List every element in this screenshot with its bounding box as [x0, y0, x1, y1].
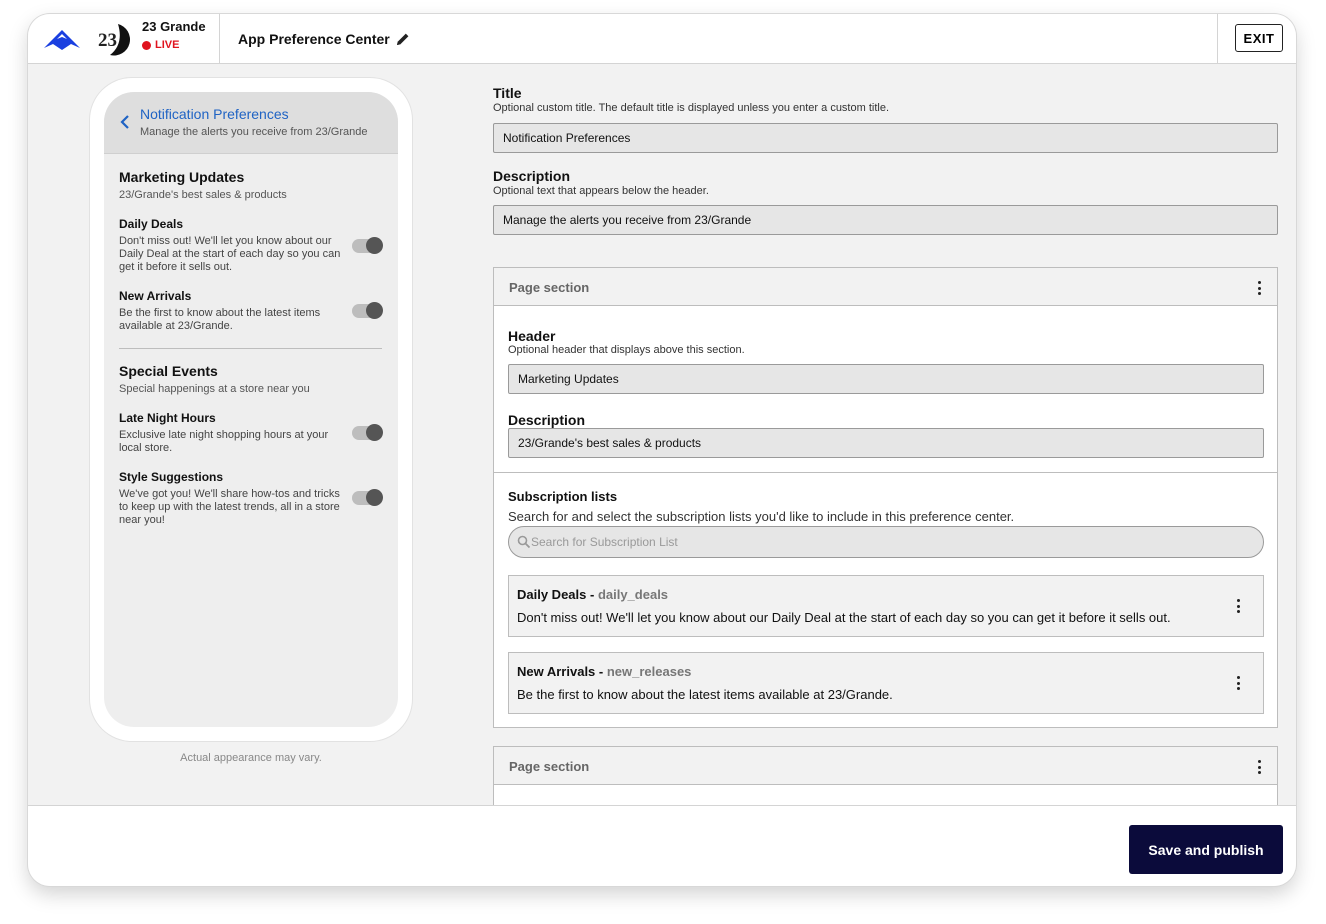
live-status: [142, 39, 179, 51]
save-and-publish-button[interactable]: Save and publish: [1129, 825, 1283, 874]
daily-deals-toggle[interactable]: [352, 239, 382, 253]
chevron-left-icon[interactable]: [120, 114, 130, 130]
list-item-desc: Don't miss out! We'll let you know about our Daily Deal at the start of each day so you can get it before it sells out.: [517, 610, 1171, 625]
preview-item-desc: Be the first to know about the latest items available at 23/Grande.: [119, 307, 321, 332]
more-vertical-icon[interactable]: [1231, 598, 1245, 614]
description-help: Optional text that appears below the header.: [493, 185, 709, 197]
live-label: LIVE: [155, 39, 180, 51]
exit-button[interactable]: EXIT: [1235, 24, 1283, 52]
page-title: [238, 31, 410, 47]
late-night-hours-toggle[interactable]: [352, 426, 382, 440]
list-item-title: [517, 664, 691, 679]
top-bar: [28, 14, 1296, 64]
subscription-search-input[interactable]: [531, 527, 1251, 557]
preview-title: Notification Preferences: [140, 106, 289, 122]
preview-divider: [119, 348, 382, 349]
list-item-key: daily_deals: [597, 587, 669, 602]
list-item-desc: Be the first to know about the latest items available at 23/Grande.: [517, 687, 893, 702]
new-arrivals-toggle[interactable]: [352, 304, 382, 318]
preview-item-title: New Arrivals: [119, 289, 192, 303]
preview-section-title: Special Events: [119, 363, 218, 379]
style-suggestions-toggle[interactable]: [352, 491, 382, 505]
description-label: Description: [493, 168, 571, 184]
page-title-text: App Preference Center: [238, 31, 390, 47]
preview-item-title: Style Suggestions: [119, 470, 224, 484]
preview-item-title: Daily Deals: [119, 217, 184, 231]
preview-section-title: Marketing Updates: [119, 169, 245, 185]
header-label: Header: [508, 328, 556, 344]
subscription-list-item[interactable]: [508, 575, 1264, 637]
live-dot-icon: [142, 41, 151, 50]
search-icon: [517, 535, 531, 549]
list-item-key: new_releases: [606, 664, 692, 679]
preview-header: [104, 92, 398, 154]
app-window: [28, 14, 1296, 886]
section-description-input[interactable]: [508, 428, 1264, 458]
brand-name: 23 Grande: [142, 19, 206, 34]
header-divider: [1217, 14, 1218, 64]
svg-text:23: 23: [98, 30, 117, 51]
section-divider: [494, 472, 1277, 473]
phone-preview: [90, 78, 412, 741]
preview-item-title: Late Night Hours: [119, 411, 216, 425]
preview-disclaimer: Actual appearance may vary.: [180, 752, 322, 764]
subscription-list-item[interactable]: [508, 652, 1264, 714]
page-section-label: Page section: [509, 759, 590, 774]
header-divider: [219, 14, 220, 64]
preview-section-subtitle: Special happenings at a store near you: [119, 383, 310, 395]
preview-section-subtitle: 23/Grande's best sales & products: [119, 189, 287, 201]
page-section-header: [494, 268, 1277, 306]
list-item-name: New Arrivals -: [517, 664, 607, 679]
list-item-title: [517, 587, 668, 602]
mountain-logo-icon[interactable]: [42, 26, 82, 52]
section-header-input[interactable]: [508, 364, 1264, 394]
page-section: [493, 267, 1278, 728]
subscription-lists-help: Search for and select the subscription lists you'd like to include in this preference center.: [508, 509, 1015, 524]
section-description-label: Description: [508, 412, 586, 428]
page-section-label: Page section: [509, 280, 590, 295]
phone-screen: [104, 92, 398, 727]
header-help: Optional header that displays above this section.: [508, 344, 745, 356]
preview-subtitle: Manage the alerts you receive from 23/Grande: [140, 126, 368, 138]
list-item-name: Daily Deals -: [517, 587, 598, 602]
page-section-header: [494, 747, 1277, 785]
preview-item-desc: We've got you! We'll share how-tos and tricks to keep up with the latest trends, all in a store near you!: [119, 488, 340, 526]
preview-item-desc: Don't miss out! We'll let you know about our Daily Deal at the start of each day so you can get it before it sells out.: [119, 235, 341, 273]
more-vertical-icon[interactable]: [1252, 759, 1266, 775]
title-help: Optional custom title. The default title is displayed unless you enter a custom title.: [493, 102, 889, 114]
footer-bar: [28, 805, 1296, 886]
pencil-icon[interactable]: [396, 32, 410, 46]
title-input[interactable]: [493, 123, 1278, 153]
subscription-search: [508, 526, 1264, 558]
preview-item-desc: Exclusive late night shopping hours at your local store.: [119, 429, 329, 454]
title-label: Title: [493, 85, 522, 101]
more-vertical-icon[interactable]: [1231, 675, 1245, 691]
brand-logo: [98, 22, 136, 58]
description-input[interactable]: [493, 205, 1278, 235]
more-vertical-icon[interactable]: [1252, 280, 1266, 296]
subscription-lists-label: Subscription lists: [508, 489, 618, 504]
